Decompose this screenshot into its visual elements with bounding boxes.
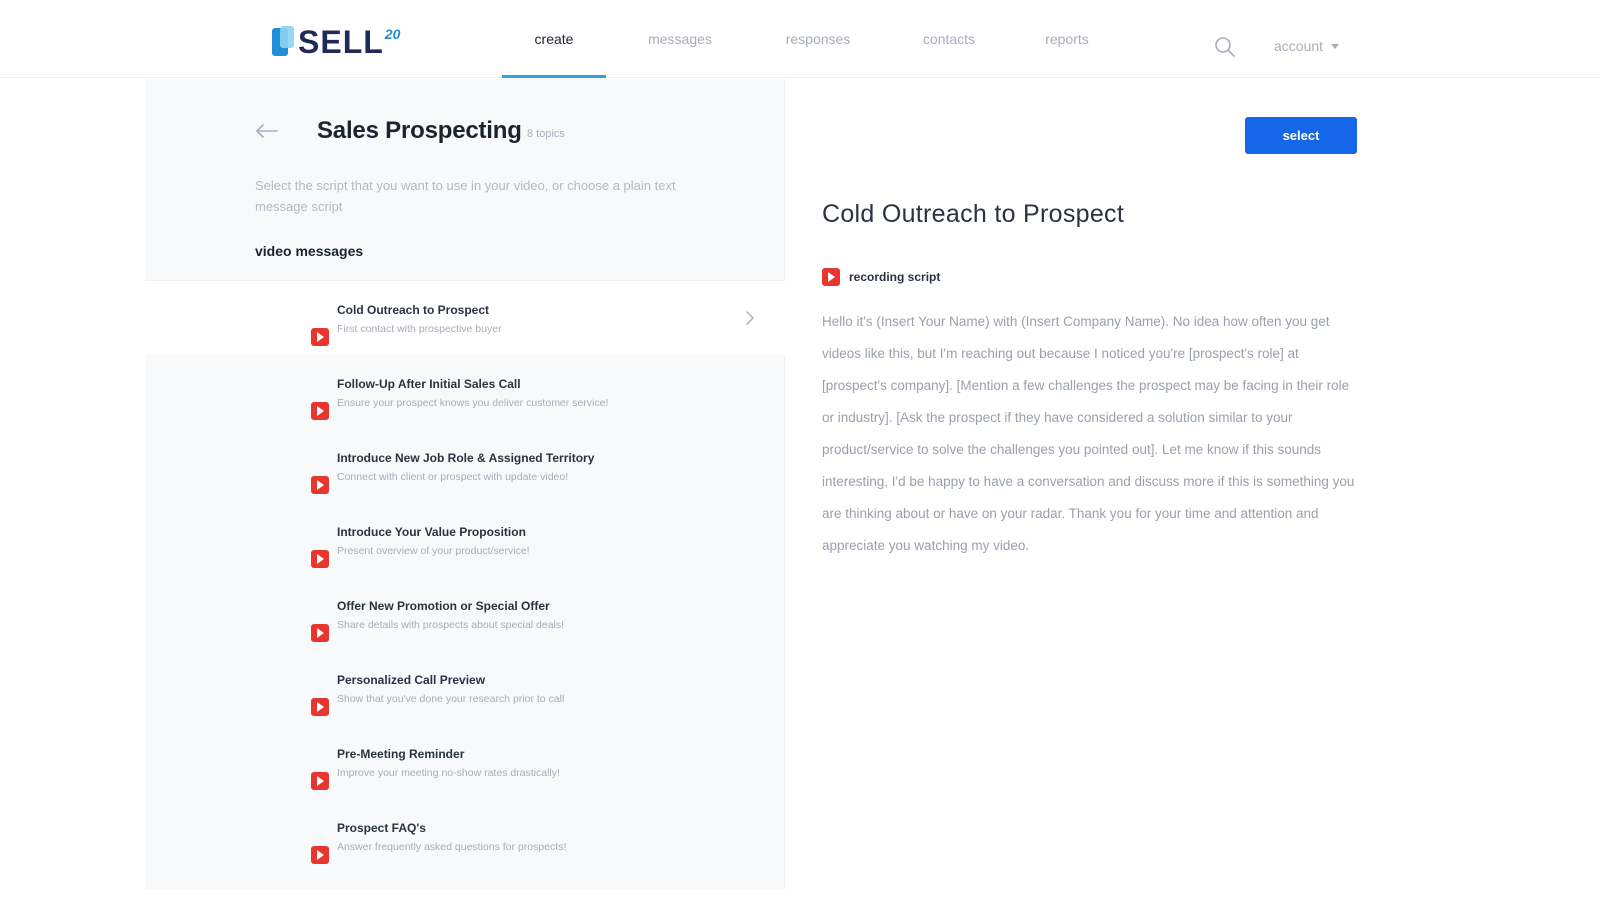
account-label: account [1274, 38, 1324, 54]
item-description: Show that you've done your research prior to call [337, 693, 565, 705]
item-title: Prospect FAQ's [337, 821, 426, 835]
video-icon [822, 268, 840, 286]
sell20-logo[interactable] [272, 24, 400, 60]
chevron-down-icon [1331, 44, 1339, 49]
script-item-cold-outreach[interactable] [145, 281, 785, 355]
logo-text: SELL [298, 24, 384, 60]
video-icon [311, 328, 329, 346]
back-arrow-icon[interactable] [255, 123, 279, 139]
script-item-call-preview[interactable] [145, 651, 785, 725]
item-description: Present overview of your product/service! [337, 545, 530, 557]
item-title: Introduce New Job Role & Assigned Territory [337, 451, 595, 465]
script-item-promotion[interactable] [145, 577, 785, 651]
topic-count: 8 topics [527, 128, 565, 140]
script-list [145, 281, 785, 873]
video-icon [311, 624, 329, 642]
tab-create[interactable]: create [502, 0, 606, 78]
script-body-text: Hello it's (Insert Your Name) with (Insert Company Name). No idea how often you get videos like this, but I'm reaching out because I noticed you're [prospect's role] at [prospect's company]. [Mention a few challenges the prospect may be facing in their role or industry]. [Ask the prospect if they have considered a solution similar to your product/service to solve the challenges you pointed out]. Let me know if this sounds interesting, I'd be happy to have a conversation and discuss more if this is something you are thinking about or have on your radar. Thank you for your time and attention and appreciate you watching my video. [822, 314, 1355, 553]
logo-mark-icon [272, 26, 294, 58]
script-item-value-proposition[interactable] [145, 503, 785, 577]
script-item-prospect-faqs[interactable] [145, 799, 785, 873]
script-item-pre-meeting[interactable] [145, 725, 785, 799]
select-button[interactable]: select [1245, 117, 1357, 154]
video-icon [311, 846, 329, 864]
video-icon [311, 476, 329, 494]
video-icon [311, 550, 329, 568]
recording-script-label: recording script [849, 270, 941, 284]
item-title: Follow-Up After Initial Sales Call [337, 377, 521, 391]
video-icon [311, 698, 329, 716]
video-icon [311, 772, 329, 790]
script-detail-title: Cold Outreach to Prospect [822, 200, 1125, 228]
item-description: Ensure your prospect knows you deliver customer service! [337, 397, 609, 409]
item-description: Improve your meeting no-show rates drastically! [337, 767, 560, 779]
top-navigation [0, 0, 1600, 78]
item-description: First contact with prospective buyer [337, 323, 502, 335]
chevron-right-icon [745, 311, 755, 325]
video-icon [311, 402, 329, 420]
search-icon[interactable] [1214, 36, 1236, 58]
item-title: Pre-Meeting Reminder [337, 747, 465, 761]
tab-messages[interactable]: messages [648, 31, 712, 47]
recording-script-label-row [822, 268, 940, 286]
item-description: Connect with client or prospect with update video! [337, 471, 569, 483]
logo-superscript: 20 [384, 26, 401, 42]
section-label-video-messages: video messages [255, 243, 364, 259]
item-title: Offer New Promotion or Special Offer [337, 599, 550, 613]
item-title: Introduce Your Value Proposition [337, 525, 526, 539]
script-item-new-job-role[interactable] [145, 429, 785, 503]
tab-reports[interactable]: reports [1045, 31, 1089, 47]
main-tabs [480, 0, 1112, 78]
account-menu[interactable] [1274, 38, 1339, 54]
item-description: Share details with prospects about special deals! [337, 619, 565, 631]
tab-contacts[interactable]: contacts [922, 31, 976, 47]
script-library-panel [145, 79, 785, 889]
script-item-follow-up[interactable] [145, 355, 785, 429]
page-subtitle: Select the script that you want to use in your video, or choose a plain text message script [255, 178, 676, 214]
tab-responses[interactable]: responses [785, 31, 851, 47]
item-title: Cold Outreach to Prospect [337, 303, 490, 317]
item-description: Answer frequently asked questions for prospects! [337, 841, 567, 853]
page-title: Sales Prospecting [317, 117, 522, 144]
item-title: Personalized Call Preview [337, 673, 486, 687]
